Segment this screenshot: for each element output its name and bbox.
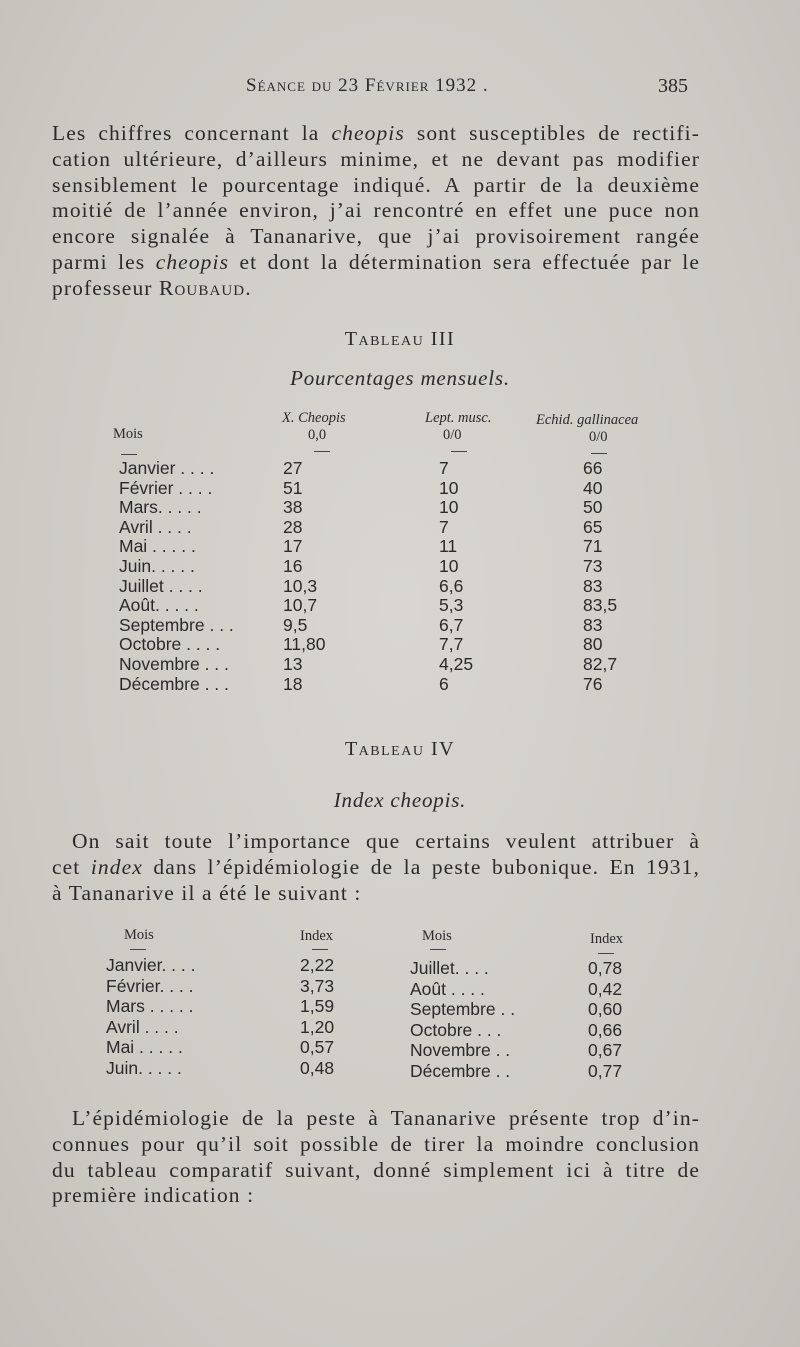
index-cell-value: 0,78	[588, 958, 623, 978]
table3-cell-mois: Avril . . . .	[119, 516, 192, 537]
index-cell-mois: Octobre . . .	[410, 1019, 502, 1040]
index-cell-mois: Décembre . .	[410, 1060, 511, 1081]
table3-cell-cheopis: 17	[283, 536, 303, 557]
index-cell-mois: Janvier. . . .	[106, 955, 196, 975]
table3-cell-mois: Novembre . . .	[119, 654, 229, 674]
table3-cell-lept: 7,7	[439, 634, 464, 655]
table3-cell-cheopis: 18	[283, 673, 303, 694]
index-dash-4	[598, 953, 614, 954]
index-cell-value: 0,67	[588, 1040, 623, 1060]
index-cell-value: 3,73	[300, 975, 335, 996]
table3-header-cheopis: X. Cheopis	[282, 410, 346, 426]
index-header-mois-right: Mois	[422, 928, 452, 944]
table3-cell-echid: 83,5	[583, 595, 618, 616]
para1-line-7: professeur Roubaud.	[52, 275, 252, 300]
table3-cell-lept: 11	[439, 536, 458, 557]
table3-cell-mois: Mai . . . . .	[119, 536, 196, 557]
table3-cell-echid: 83	[583, 575, 603, 596]
table3-cell-lept: 6	[439, 673, 449, 694]
index-cell-value: 0,60	[588, 999, 623, 1019]
index-cell-mois: Juillet. . . .	[410, 958, 489, 978]
table3-dash-lept	[451, 451, 467, 452]
para1-line-2: cation ultérieure, d’ailleurs minime, et ne devant pas modifier	[52, 146, 700, 171]
index-cell-value: 0,66	[588, 1019, 623, 1040]
table3-header-mois: Mois	[113, 426, 143, 442]
table3-cell-echid: 50	[583, 497, 603, 518]
table3-cell-mois: Mars. . . . .	[119, 497, 202, 518]
table3-title: Tableau III	[344, 328, 456, 350]
table3-cell-cheopis: 11,80	[283, 634, 326, 655]
table3-unit-echid: 0/0	[589, 429, 608, 445]
table3-dash-mois	[121, 454, 137, 455]
para2-line-3: à Tananarive il a été le suivant :	[52, 880, 362, 905]
table3-cell-mois: Janvier . . . .	[119, 458, 215, 478]
table3-cell-echid: 82,7	[583, 654, 618, 674]
table3-cell-mois: Août. . . . .	[119, 595, 199, 616]
para1-line-3: sensiblement le pourcentage indiqué. A partir de la deuxième	[52, 172, 700, 197]
running-header	[0, 75, 800, 103]
table3-cell-cheopis: 38	[283, 497, 303, 518]
index-cell-value: 0,48	[300, 1057, 335, 1078]
table3-cell-cheopis: 10,3	[283, 575, 318, 596]
index-cell-value: 2,22	[300, 955, 335, 975]
paragraph-intro	[52, 121, 700, 302]
paragraph-conclusion	[52, 1106, 700, 1209]
paragraph-index	[52, 829, 700, 906]
table3-cell-mois: Décembre . . .	[119, 673, 229, 694]
table3-cell-cheopis: 51	[283, 477, 303, 498]
table3-unit-lept: 0/0	[443, 427, 462, 443]
table3-dash-echid	[591, 453, 607, 454]
table3-cell-lept: 10	[439, 497, 459, 518]
table3-unit-cheopis: 0,0	[308, 427, 327, 443]
index-cell-mois: Avril . . . .	[106, 1016, 179, 1037]
table3-cell-lept: 6,7	[439, 614, 464, 635]
para2-line-2: cet index dans l’épidémiologie de la peste bubonique. En 1931,	[52, 854, 700, 879]
table3-cell-lept: 10	[439, 556, 459, 576]
index-cell-value: 0,42	[588, 978, 623, 999]
para1-line-5: encore signalée à Tananarive, que j’ai provisoirement rangée	[52, 224, 700, 249]
table3-cell-mois: Février . . . .	[119, 477, 213, 498]
para2-line-1: On sait toute l’importance que certains veulent attribuer à	[72, 829, 700, 853]
page-number: 385	[658, 75, 688, 97]
table3-cell-mois: Juillet . . . .	[119, 575, 203, 596]
table3-cell-lept: 7	[439, 516, 449, 537]
para1-line-4: moitié de l’année environ, j’ai rencontré en effet une puce non	[52, 198, 700, 223]
index-header-mois-left: Mois	[124, 927, 154, 943]
index-dash-2	[312, 949, 328, 950]
author-name: Roubaud	[159, 275, 246, 300]
table3-cell-echid: 83	[583, 614, 603, 635]
table3-cell-mois: Septembre . . .	[119, 614, 234, 635]
para1-line-1: Les chiffres concernant la cheopis sont susceptibles de rectifi-	[52, 121, 700, 145]
index-cell-mois: Septembre . .	[410, 999, 516, 1019]
index-cell-value: 0,57	[300, 1037, 335, 1057]
index-cell-mois: Février. . . .	[106, 975, 194, 996]
table3-cell-lept: 6,6	[439, 575, 464, 596]
table3-dash-cheopis	[314, 451, 330, 452]
para1-line-6: parmi les cheopis et dont la détermination sera effectuée par le	[52, 249, 700, 274]
para3-line-1: L’épidémiologie de la peste à Tananarive présente trop d’in-	[72, 1106, 700, 1130]
table3-cell-lept: 4,25	[439, 654, 474, 674]
index-header-index-right: Index	[590, 931, 624, 947]
table3-cell-echid: 65	[583, 516, 603, 537]
table3-cell-cheopis: 13	[283, 654, 303, 674]
index-cell-value: 1,59	[300, 996, 335, 1016]
table3-cell-echid: 66	[583, 458, 603, 478]
index-cell-value: 1,20	[300, 1016, 335, 1037]
table3-cell-lept: 5,3	[439, 595, 464, 616]
index-header-index-left: Index	[300, 928, 334, 944]
table3-cell-echid: 76	[583, 673, 603, 694]
table3-cell-cheopis: 27	[283, 458, 303, 478]
table3-cell-cheopis: 16	[283, 556, 303, 576]
table3-cell-mois: Octobre . . . .	[119, 634, 221, 655]
para3-line-4: première indication :	[52, 1183, 255, 1208]
index-dash-3	[430, 949, 446, 950]
index-cell-value: 0,77	[588, 1060, 623, 1081]
table3-cell-echid: 71	[583, 536, 603, 557]
table3-cell-echid: 40	[583, 477, 603, 498]
table4-title: Tableau IV	[344, 738, 456, 760]
table3-header-lept: Lept. musc.	[425, 410, 492, 426]
index-cell-mois: Novembre . .	[410, 1040, 511, 1060]
index-cell-mois: Août . . . .	[410, 978, 485, 999]
para3-line-3: du tableau comparatif suivant, donné simplement ici à titre de	[52, 1157, 700, 1182]
index-cell-mois: Mars . . . . .	[106, 996, 194, 1016]
table3-subtitle: Pourcentages mensuels.	[290, 366, 510, 390]
table3-cell-mois: Juin. . . . .	[119, 556, 195, 576]
table3-header-echid: Echid. gallinacea	[536, 412, 639, 428]
table3-cell-cheopis: 10,7	[283, 595, 318, 616]
table3-cell-lept: 10	[439, 477, 459, 498]
para3-line-2: connues pour qu’il soit possible de tirer la moindre conclusion	[52, 1131, 700, 1156]
index-cell-mois: Mai . . . . .	[106, 1037, 183, 1057]
table3-cell-echid: 73	[583, 556, 603, 576]
table3-cell-echid: 80	[583, 634, 603, 655]
index-dash-1	[130, 949, 146, 950]
running-title: Séance du 23 Février 1932 .	[246, 75, 489, 96]
table3-cell-cheopis: 28	[283, 516, 303, 537]
table4-subtitle: Index cheopis.	[333, 788, 467, 812]
table3-cell-cheopis: 9,5	[283, 614, 308, 635]
table3-cell-lept: 7	[439, 458, 449, 478]
index-cell-mois: Juin. . . . .	[106, 1057, 182, 1078]
